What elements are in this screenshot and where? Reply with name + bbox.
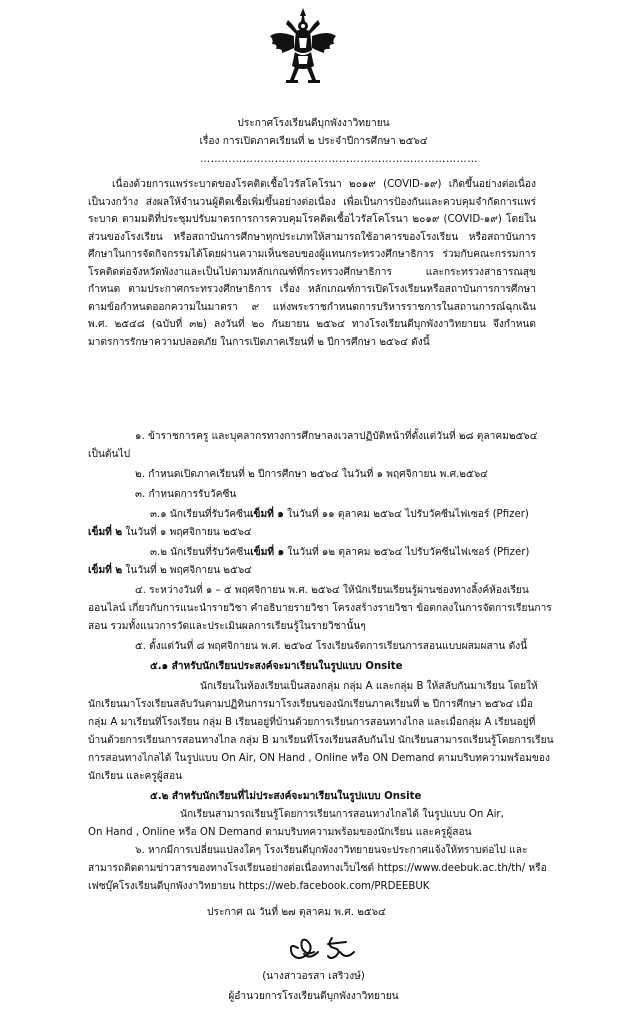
item-3-1-suffix: ในวันที่ ๑๑ ตุลาคม ๒๕๖๔ ไปรับวัคซีนไฟเซอร์ (Pfizer) [283, 509, 529, 520]
item-4-line-2: ออนไลน์ เกี่ยวกับการแนะนำรายวิชา คำอธิบายรายวิชา โครงสร้างรายวิชา ข้อตกลงในการจัดการเรียนการ [88, 603, 552, 614]
item-5-1-line-1: นักเรียนในห้องเรียนเป็นสองกลุ่ม กลุ่ม A และกลุ่ม B ให้สลับกันมาเรียน โดยให้ [200, 681, 538, 692]
item-4-line-3: สอน รวมทั้งแนวการวัดและประเมินผลการเรียนรู้ในรายวิชานั้นๆ [88, 621, 366, 632]
item-5-title: ๕. ตั้งแต่วันที่ ๘ พฤศจิกายน พ.ศ. ๒๕๖๔ โรงเรียนจัดการเรียนการสอนแบบผสมผสาน ดังนี้ [135, 641, 528, 652]
item-3-1-dose-2: เข็มที่ ๒ [88, 527, 123, 538]
signatory-name: (นางสาวอรสา เสริวงษ์) [262, 971, 365, 982]
item-5-2-line-1: นักเรียนสามารถเรียนรู้โดยการเรียนการสอนทางไกลได้ ในรูปแบบ On Air, [180, 809, 504, 820]
item-3-1-dose-2-date: ในวันที่ ๑ พฤศจิกายน ๒๕๖๔ [122, 527, 252, 538]
item-5-2-title: ๕.๒ สำหรับนักเรียนที่ไม่ประสงค์จะมาเรียนในรูปแบบ Onsite [150, 791, 422, 802]
item-5-2-line-2: On Hand , Online หรือ ON Demand ตามบริบทความพร้อมของนักเรียน และครูผู้สอน [88, 827, 472, 838]
item-3-title: ๓. กำหนดการรับวัคซีน [135, 489, 237, 500]
item-1-line-1: ๑. ข้าราชการครู และบุคลากรทางการศึกษาลงเวลาปฏิบัติหน้าที่ตั้งแต่วันที่ ๒๘ ตุลาคม๒๕๖๔ [135, 431, 538, 442]
announcement-date: ประกาศ ณ วันที่ ๒๗ ตุลาคม พ.ศ. ๒๕๖๔ [207, 907, 386, 918]
handwritten-signature-icon [284, 930, 364, 966]
signatory-title: ผู้อำนวยการโรงเรียนดีบุกพังงาวิทยายน [228, 991, 399, 1002]
item-5-1-line-6: นักเรียน และครูผู้สอน [88, 771, 183, 782]
item-4-line-1: ๔. ระหว่างวันที่ ๑ – ๕ พฤศจิกายน พ.ศ. ๒๕๖๔ ให้นักเรียนเรียนรู้ผ่านช่องทางลิ้งค์ห้องเรียน [135, 585, 529, 596]
item-2: ๒. กำหนดเปิดภาคเรียนที่ ๒ ปีการศึกษา ๒๕๖๔ ในวันที่ ๑ พฤศจิกายน พ.ศ.๒๕๖๔ [135, 469, 488, 480]
item-3-2-dose-2: เข็มที่ ๒ [88, 565, 123, 576]
item-3-2-dose-2-date: ในวันที่ ๒ พฤศจิกายน ๒๕๖๔ [122, 565, 252, 576]
item-6-line-3: เฟซบุ๊คโรงเรียนดีบุกพังงาวิทยายน https://web.facebook.com/PRDEEBUK [88, 881, 430, 892]
item-3-1-prefix: ๓.๑ นักเรียนที่รับวัคซีน [150, 509, 250, 520]
item-5-1-line-4: บ้านด้วยการเรียนการสอนทางไกล กลุ่ม B มาเรียนที่โรงเรียนสลับกันไป นักเรียนสามารถเรียนรู้โดยการเรียน [88, 735, 554, 746]
item-3-2-dose-1: เข็มที่ ๑ [250, 547, 285, 558]
item-3-1-dose-1: เข็มที่ ๑ [250, 509, 284, 520]
item-6-line-2: สามารถติดตามข่าวสารของทางโรงเรียนอย่างต่อเนื่องทางเว็บไซต์ https://www.deebuk.ac.th/th/ หรือ [88, 863, 547, 874]
item-6-line-1: ๖. หากมีการเปลี่ยนแปลงใดๆ โรงเรียนดีบุกพังงาวิทยายนจะประกาศแจ้งให้ทราบต่อไป และ [135, 845, 528, 856]
item-3-2-suffix: ในวันที่ ๑๒ ตุลาคม ๒๕๖๔ ไปรับวัคซีนไฟเซอร์ (Pfizer) [284, 547, 530, 558]
item-5-1-title: ๕.๑ สำหรับนักเรียนประสงค์จะมาเรียนในรูปแบบ Onsite [150, 661, 403, 672]
intro-paragraph: เนื่องด้วยการแพร่ระบาดของโรคติดเชื้อไวรัสโคโรนา ๒๐๑๙ (COVID-๑๙) เกิดขึ้นอย่างต่อเนื่องเป็นวงกว้าง ส่งผลให้จำนวนผู้ติดเชื้อเพิ่มขึ้นอย่างต่อเนื่อง เพื่อเป็นการป้องกันและควบคุมจำกัดการแพร่ระบาด ตามมติที่ประชุมปรับมาตรการการควบคุมโรคติดเชื้อไวรัสโคโรนา ๒๐๑๙ (COVID-๑๙) โดยในส่วนของโรงเรียน หรือสถาบันการศึกษาทุกประเภทให้สามารถใช้อาคารของโรงเรียน หรือสถาบันการศึกษาในการจัดกิจกรรมได้โดยผ่านความเห็นชอบของผู้แทนกระทรวงศึกษาธิการ ร่วมกับคณะกรรมการโรคติดต่อจังหวัดพังงาและเป็นไปตามหลักเกณฑ์ที่กระทรวงศึกษาธิการ และกระทรวงสาธารณสุขกำหนด ตามประกาศกระทรวงศึกษาธิการ เรื่อง หลักเกณฑ์การเปิดโรงเรียนหรือสถาบันการการศึกษา ตามข้อกำหนดออกความในมาตรา ๙ แห่งพระราชกำหนดการบริหารราชการในสถานการณ์ฉุกเฉิน พ.ศ. ๒๕๔๘ (ฉบับที่ ๓๒) ลงวันที่ ๒๐ กันยายน ๒๕๖๔ ทางโรงเรียนดีบุกพังงาวิทยายน จึงกำหนดมาตรการรักษาความปลอดภัย ในการเปิดภาคเรียนที่ ๒ ปีการศึกษา ๒๕๖๔ ดังนี้ [88, 179, 536, 348]
item-5-1-line-3: กลุ่ม A มาเรียนที่โรงเรียน กลุ่ม B เรียนอยู่ที่บ้านด้วยการเรียนการสอนทางไกล และเมื่อกลุ่ม A เรียนอยู่ที่ [88, 717, 536, 728]
announcement-subject: เรื่อง การเปิดภาคเรียนที่ ๒ ประจำปีการศึกษา ๒๕๖๔ [199, 136, 428, 147]
item-1-line-2: เป็นต้นไป [88, 449, 131, 460]
announcement-title: ประกาศโรงเรียนดีบุกพังงาวิทยายน [237, 118, 390, 129]
title-divider: …………………………………………………………………… [200, 154, 478, 165]
item-3-2-prefix: ๓.๒ นักเรียนที่รับวัคซีน [150, 547, 251, 558]
item-5-1-line-2: นักเรียนมาโรงเรียนสลับวันตามปฏิทินการมาโรงเรียนของนักเรียนภาคเรียนที่ ๒ ปีการศึกษา ๒๕๖๔ เมื่อ [88, 699, 533, 710]
item-5-1-line-5: การสอนทางไกลได้ ในรูปแบบ On Air, ON Hand , Online หรือ ON Demand ตามบริบทความพร้อมของ [88, 753, 550, 764]
